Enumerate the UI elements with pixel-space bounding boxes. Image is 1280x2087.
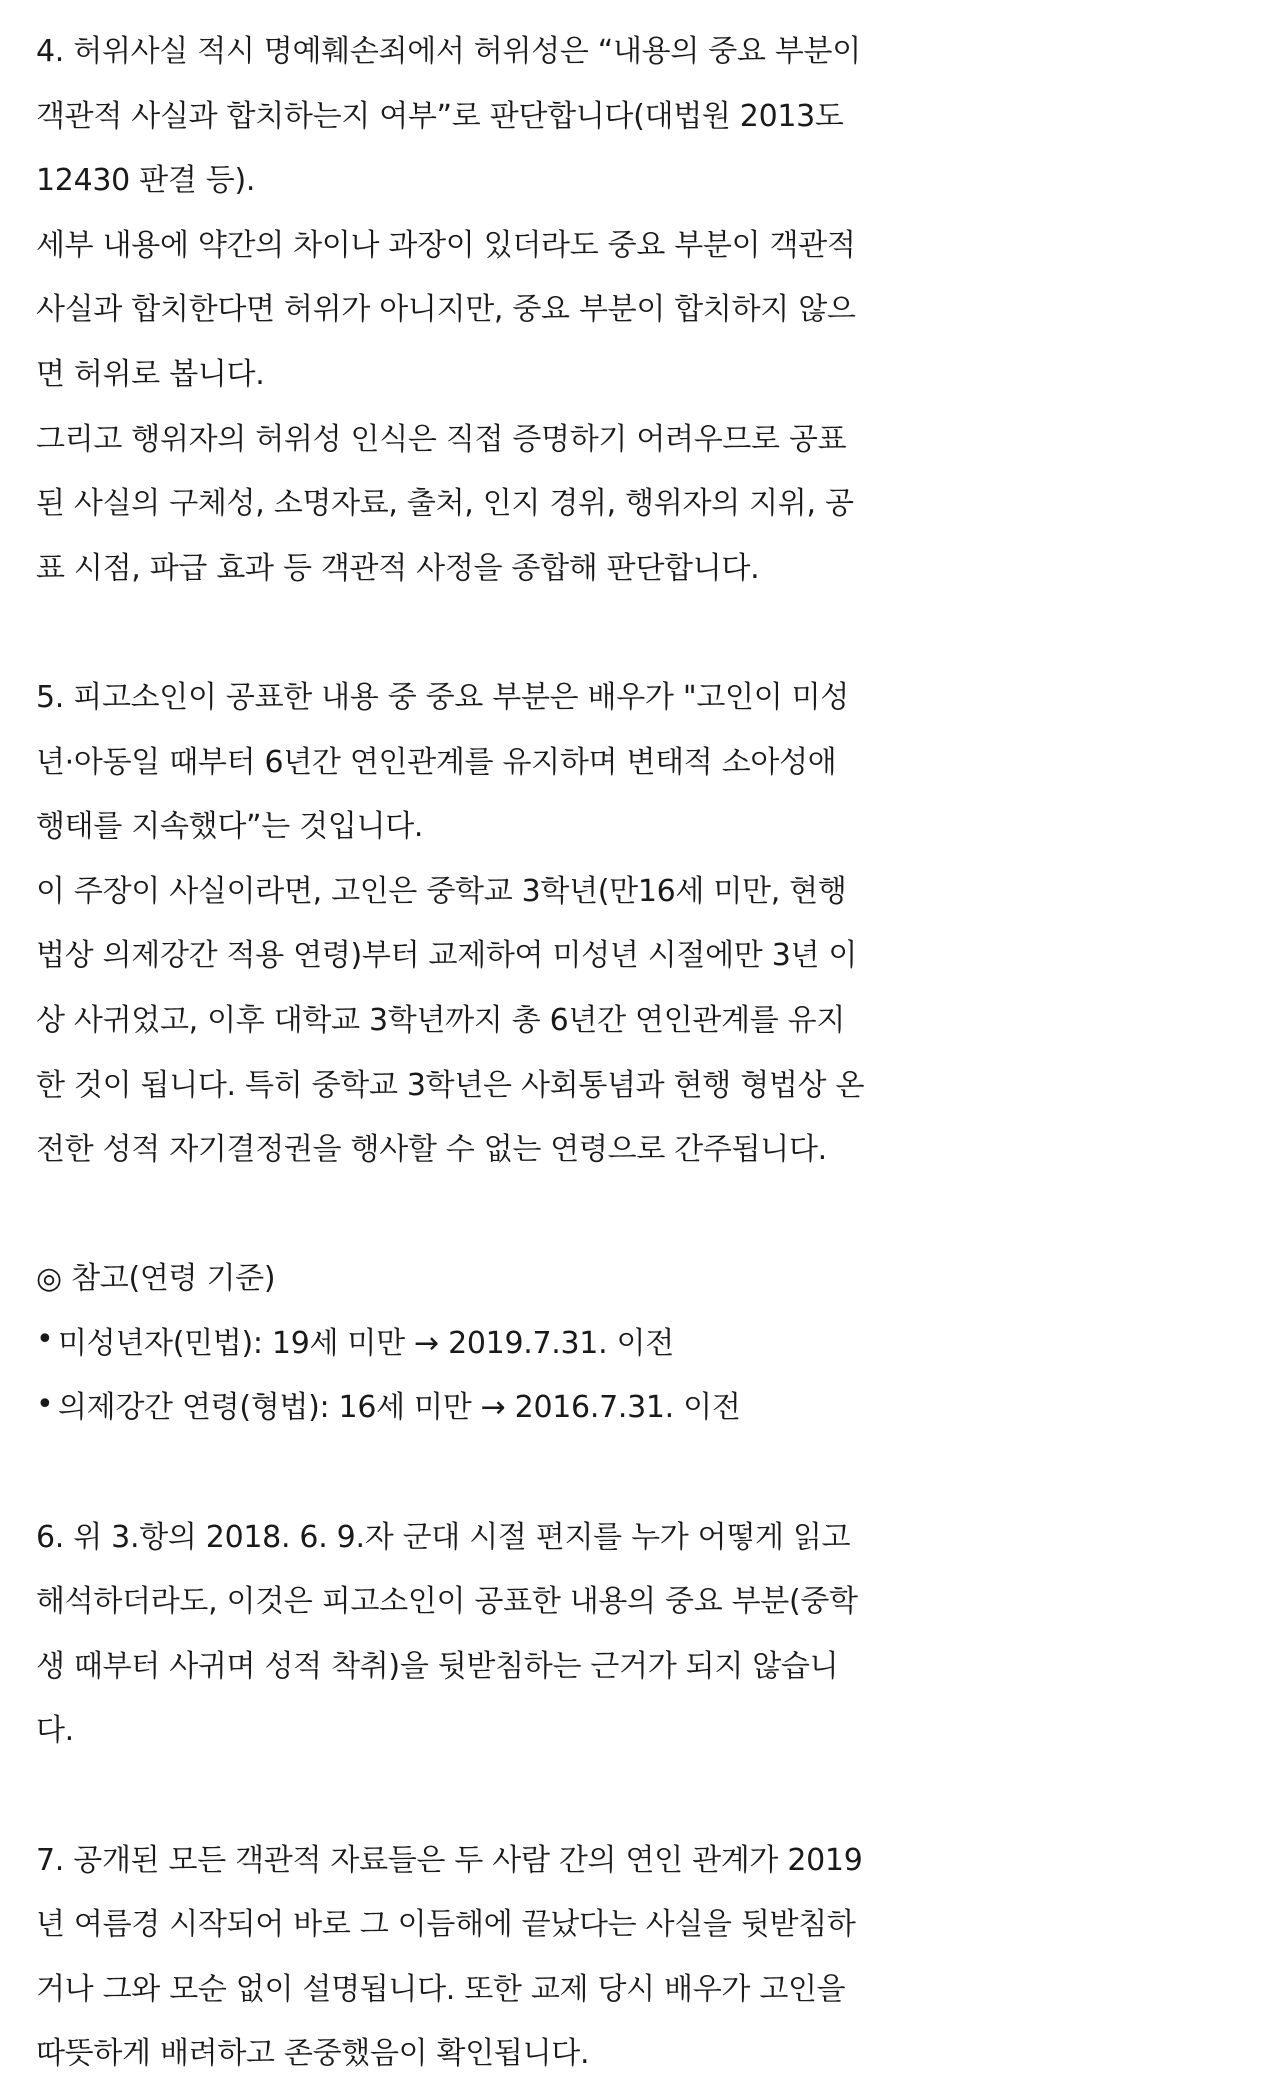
text-line: 다.: [36, 1713, 74, 1749]
text-line: 12430 판결 등).: [36, 163, 256, 199]
paragraph-gap: [36, 1183, 1256, 1248]
reference-section: [36, 1247, 1256, 1441]
text-line: 따뜻하게 배려하고 존중했음이 확인됩니다.: [36, 2036, 590, 2072]
document-body: [36, 20, 1256, 2087]
section-7: [36, 1829, 1256, 2087]
reference-bullet: [36, 1312, 1256, 1377]
text-line: 6. 위 3.항의 2018. 6. 9.자 군대 시절 편지를 누가 어떻게 읽고: [36, 1519, 851, 1555]
text-line: 행태를 지속했다”는 것입니다.: [36, 809, 424, 845]
text-line: 면 허위로 봅니다.: [36, 356, 265, 392]
text-line: 전한 성적 자기결정권을 행사할 수 없는 연령으로 간주됩니다.: [36, 1132, 827, 1168]
text-line: 년 여름경 시작되어 바로 그 이듬해에 끝났다는 사실을 뒷받침하: [36, 1907, 856, 1943]
section-4: [36, 20, 1256, 601]
text-line: 4. 허위사실 적시 명예훼손죄에서 허위성은 “내용의 중요 부분이: [36, 34, 861, 69]
text-line: 생 때부터 사귀며 성적 착취)을 뒷받침하는 근거가 되지 않습니: [36, 1648, 839, 1684]
text-line: 이 주장이 사실이라면, 고인은 중학교 3학년(만16세 미만, 현행: [36, 873, 847, 909]
text-line: 거나 그와 모순 없이 설명됩니다. 또한 교제 당시 배우가 고인을: [36, 1971, 846, 2007]
section-6: [36, 1506, 1256, 1764]
text-line: 해석하더라도, 이것은 피고소인이 공표한 내용의 중요 부분(중학: [36, 1584, 858, 1620]
text-line: 객관적 사실과 합치하는지 여부”로 판단합니다(대법원 2013도: [36, 98, 844, 134]
section-5: [36, 666, 1256, 1183]
text-line: 표 시점, 파급 효과 등 객관적 사정을 종합해 판단합니다.: [36, 550, 760, 586]
paragraph-gap: [36, 601, 1256, 666]
paragraph-gap: [36, 1764, 1256, 1829]
text-line: 상 사귀었고, 이후 대학교 3학년까지 총 6년간 연인관계를 유지: [36, 1002, 846, 1038]
bullet-text: 미성년자(민법): 19세 미만 → 2019.7.31. 이전: [58, 1325, 674, 1361]
text-line: 사실과 합치한다면 허위가 아니지만, 중요 부분이 합치하지 않으: [36, 292, 856, 328]
text-line: 한 것이 됩니다. 특히 중학교 3학년은 사회통념과 현행 형법상 온: [36, 1067, 865, 1103]
text-line: 5. 피고소인이 공표한 내용 중 중요 부분은 배우가 "고인이 미성: [36, 679, 849, 715]
reference-bullet: [36, 1376, 1256, 1441]
paragraph-gap: [36, 1441, 1256, 1506]
bullet-icon: •: [36, 1386, 54, 1422]
text-line: 그리고 행위자의 허위성 인식은 직접 증명하기 어려우므로 공표: [36, 421, 847, 457]
text-line: 년·아동일 때부터 6년간 연인관계를 유지하며 변태적 소아성애: [36, 744, 837, 780]
text-line: 7. 공개된 모든 객관적 자료들은 두 사람 간의 연인 관계가 2019: [36, 1842, 863, 1878]
text-line: 세부 내용에 약간의 차이나 과장이 있더라도 중요 부분이 객관적: [36, 227, 856, 263]
text-line: 법상 의제강간 적용 연령)부터 교제하여 미성년 시절에만 3년 이: [36, 938, 858, 974]
bullet-text: 의제강간 연령(형법): 16세 미만 → 2016.7.31. 이전: [58, 1390, 741, 1426]
reference-title: ◎ 참고(연령 기준): [36, 1261, 276, 1297]
text-line: 된 사실의 구체성, 소명자료, 출처, 인지 경위, 행위자의 지위, 공: [36, 486, 854, 522]
bullet-icon: •: [36, 1322, 54, 1358]
